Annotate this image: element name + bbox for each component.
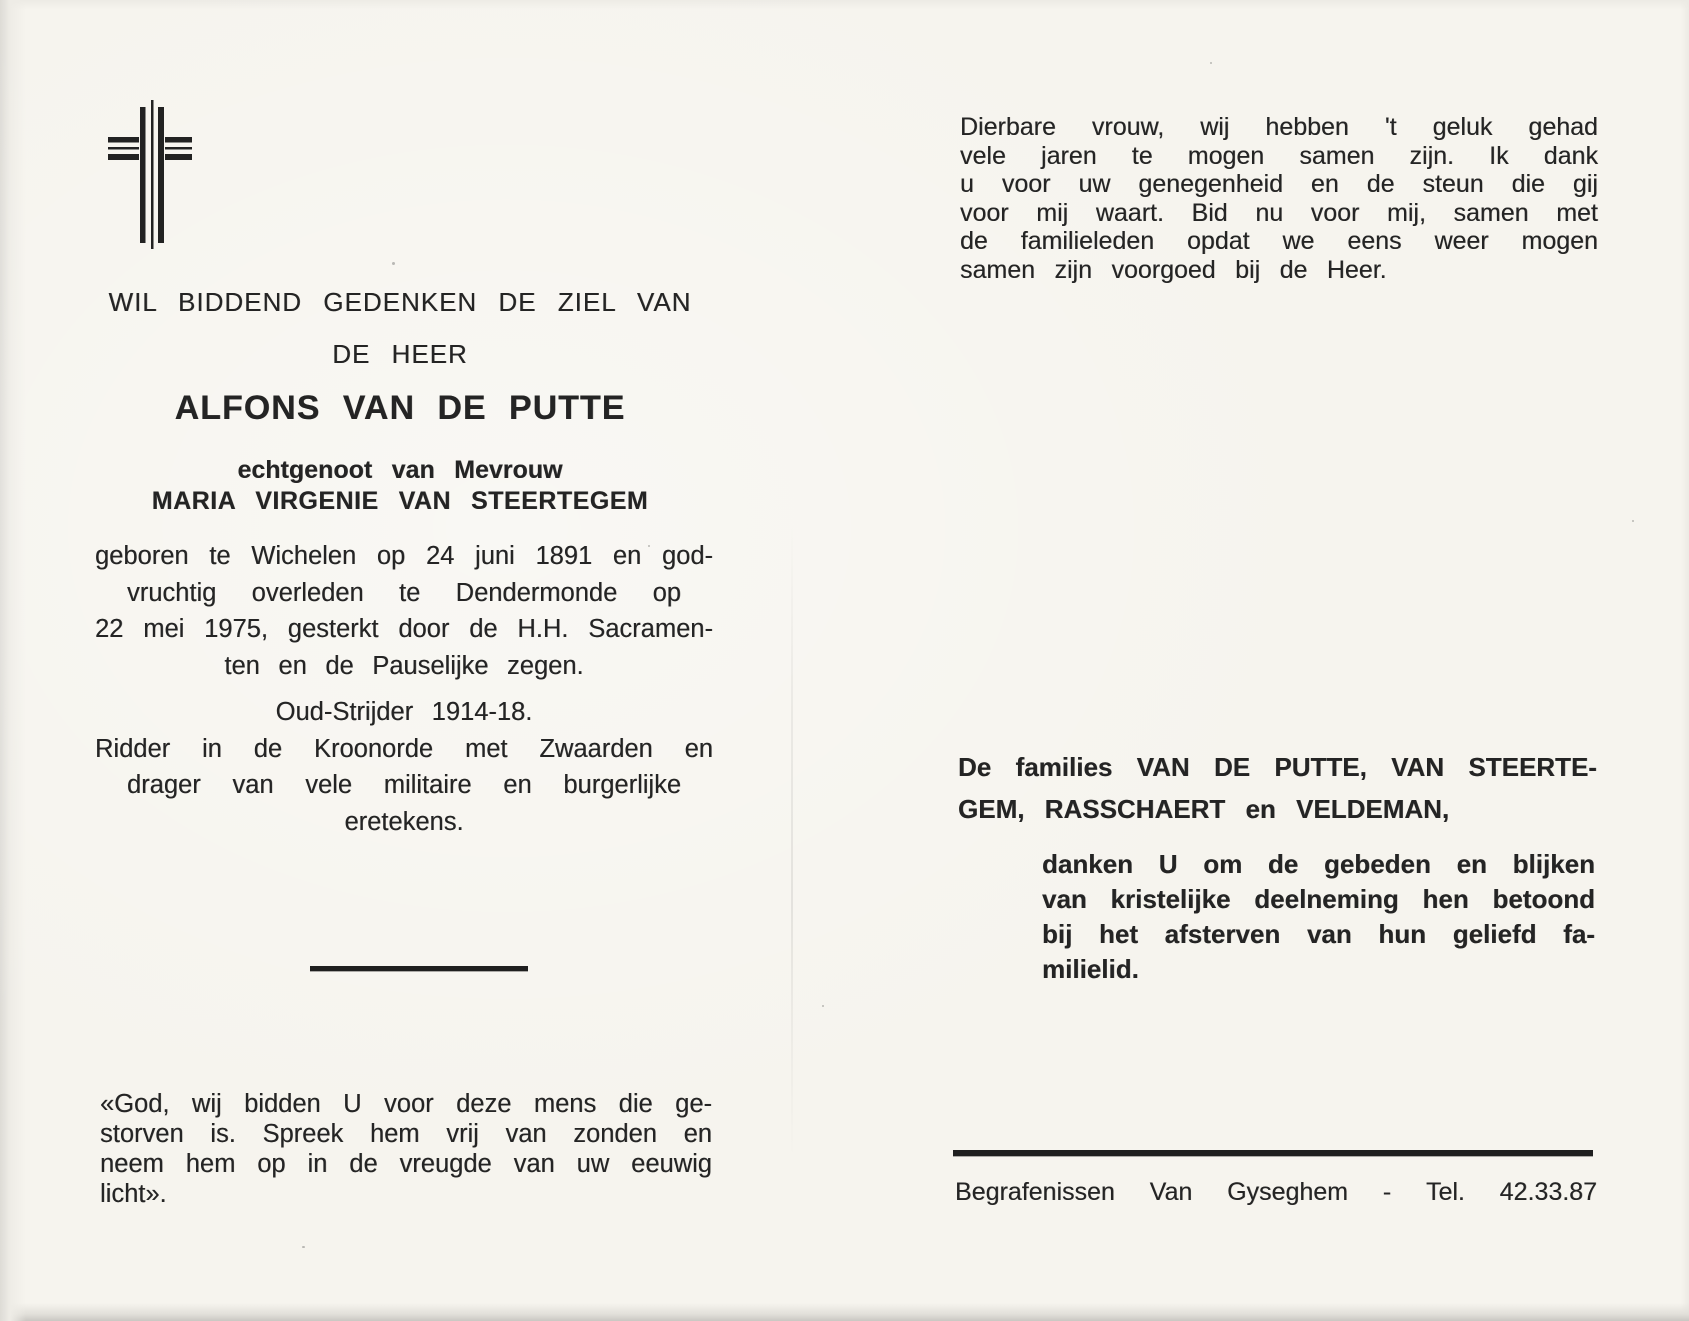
text-line: De families VAN DE PUTTE, VAN STEERTE- <box>958 752 1597 782</box>
text-line: licht». <box>100 1180 167 1208</box>
text-line: milielid. <box>1042 954 1139 984</box>
scan-speck <box>822 1005 824 1007</box>
text-line: geboren te Wichelen op 24 juni 1891 en god- <box>95 542 713 570</box>
scan-speck <box>1632 520 1634 522</box>
fold-line <box>791 520 793 1160</box>
text-line: de familieleden opdat we eens weer mogen <box>960 227 1598 256</box>
funeral-home-rule <box>953 1150 1593 1156</box>
text-line: drager van vele militaire en burgerlijke <box>127 771 681 799</box>
text-line: 22 mei 1975, gesterkt door de H.H. Sacramen- <box>95 615 713 643</box>
text-line: ten en de Pauselijke zegen. <box>224 651 584 680</box>
prayer-paragraph <box>100 1089 712 1209</box>
section-divider-rule <box>310 966 528 971</box>
thanks-paragraph <box>1042 847 1595 987</box>
text-line: Begrafenissen Van Gyseghem - Tel. 42.33.87 <box>955 1178 1597 1206</box>
scan-speck <box>392 262 395 265</box>
honors-paragraph <box>95 694 713 840</box>
text-line: «God, wij bidden U voor deze mens die ge- <box>100 1090 712 1118</box>
text-line: danken U om de gebeden en blijken <box>1042 849 1595 879</box>
text-line: Dierbare vrouw, wij hebben 't geluk gehad <box>960 113 1598 141</box>
deceased-name: ALFONS VAN DE PUTTE <box>174 389 626 427</box>
text-line: Oud-Strijder 1914-18. <box>275 698 533 726</box>
text-line: van kristelijke deelneming hen betoond <box>1042 884 1595 914</box>
spouse-name: MARIA VIRGENIE VAN STEERTEGEM <box>151 487 649 515</box>
text-line: samen zijn voorgoed bij de Heer. <box>960 255 1387 284</box>
text-line: GEM, RASSCHAERT en VELDEMAN, <box>958 794 1450 824</box>
salutation-line: DE HEER <box>332 339 468 369</box>
farewell-paragraph <box>960 113 1598 285</box>
text-line: vele jaren te mogen samen zijn. Ik dank <box>960 141 1598 170</box>
text-line: Ridder in de Kroonorde met Zwaarden en <box>95 734 713 763</box>
scan-speck <box>1210 62 1212 64</box>
text-line: vruchtig overleden te Dendermonde op <box>127 578 681 607</box>
families-paragraph <box>958 746 1597 830</box>
spouse-intro-line: echtgenoot van Mevrouw <box>237 456 563 484</box>
text-line: bij het afsterven van hun geliefd fa- <box>1042 919 1595 949</box>
memorial-intro-line: WIL BIDDEND GEDENKEN DE ZIEL VAN <box>108 287 692 317</box>
biography-paragraph <box>95 538 713 684</box>
text-line: u voor uw genegenheid en de steun die gij <box>960 170 1598 199</box>
text-line: eretekens. <box>344 807 464 836</box>
scan-speck <box>302 1246 305 1248</box>
text-line: neem hem op in de vreugde van uw eeuwig <box>100 1150 712 1178</box>
text-line: voor mij waart. Bid nu voor mij, samen met <box>960 198 1598 227</box>
text-line: storven is. Spreek hem vrij van zonden en <box>100 1120 712 1148</box>
cross-icon <box>100 98 200 253</box>
funeral-home-line <box>955 1177 1597 1207</box>
scan-speck <box>648 545 650 547</box>
